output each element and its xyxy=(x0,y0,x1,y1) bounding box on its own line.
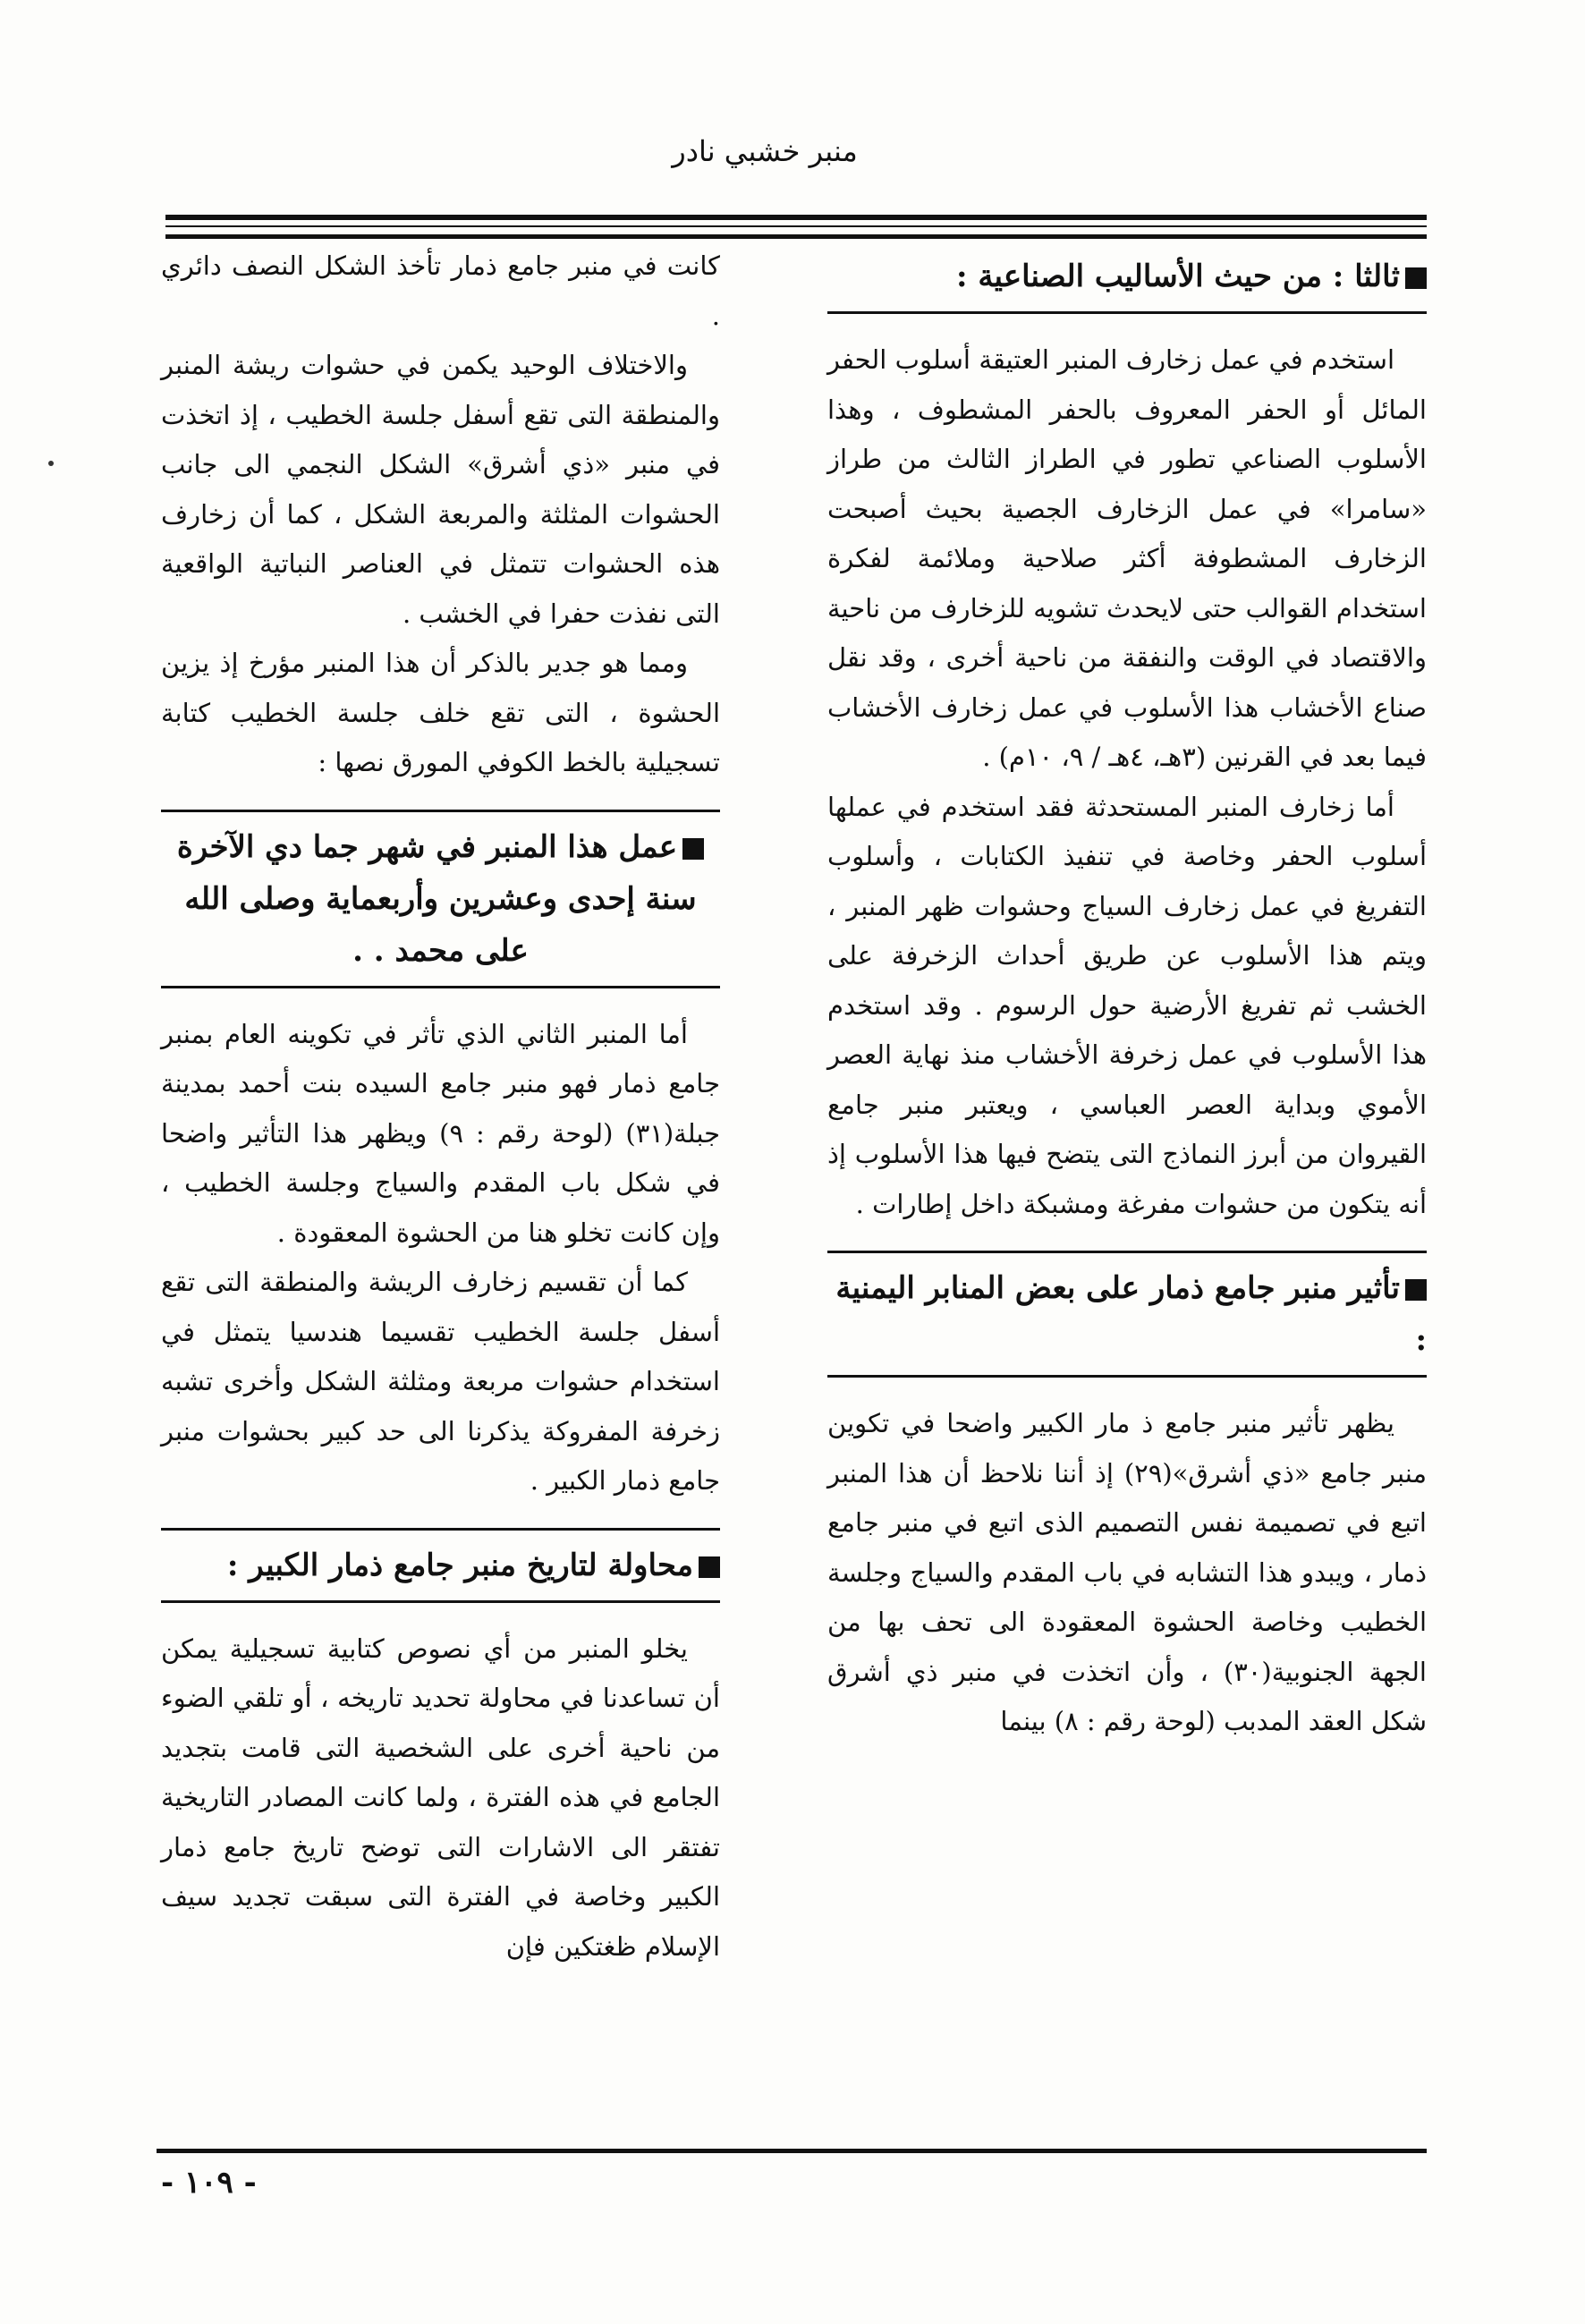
header-rule xyxy=(165,234,1427,239)
section-heading-influence: تأثير منبر جامع ذمار على بعض المنابر اليمنية : xyxy=(827,1251,1427,1378)
left-column xyxy=(161,242,720,1972)
section-heading-techniques: ثالثا : من حيث الأساليب الصناعية : xyxy=(827,242,1427,314)
footer-rule xyxy=(157,2149,1427,2153)
paragraph: أما زخارف المنبر المستحدثة فقد استخدم في عملها أسلوب الحفر وخاصة في تنفيذ الكتابات ، وأسلوب التفريغ في عمل زخارف السياج وحشوات ظهر المنبر ، ويتم هذا الأسلوب عن طريق أحداث الزخرفة على الخشب ثم تفريغ الأرضية حول الرسوم . وقد استخدم هذا الأسلوب في عمل زخرفة الأخشاب منذ نهاية العصر الأموي وبداية العصر العباسي ، ويعتبر منبر جامع القيروان من أبرز النماذج التى يتضح فيها هذا الأسلوب إذ أنه يتكون من حشوات مفرغة ومشبكة داخل إطارات . xyxy=(827,791,1427,1219)
page-number: - ١٠٩ - xyxy=(161,2165,257,2201)
square-bullet-icon xyxy=(1405,267,1427,289)
running-title: منبر خشبي نادر xyxy=(672,134,858,168)
header-rule xyxy=(165,225,1427,227)
paragraph: كما أن تقسيم زخارف الريشة والمنطقة التى تقع أسفل جلسة الخطيب تقسيما هندسيا يتمثل في استخدام حشوات مربعة ومثلثة الشكل وأخرى تشبه زخرفة المفروكة يذكرنا الى حد كبير بحشوات منبر جامع ذمار الكبير . xyxy=(161,1267,720,1496)
paragraph: يظهر تأثير منبر جامع ذ مار الكبير واضحا في تكوين منبر جامع «ذي أشرق»(٢٩) إذ أننا نلاحظ أن هذا المنبر اتبع في تصميمة نفس التصميم الذى اتبع في منبر جامع ذمار ، ويبدو هذا التشابه في باب المقدم والسياج وجلسة الخطيب وخاصة الحشوة المعقودة الى تحف بها من الجهة الجنوبية(٣٠) ، وأن اتخذت في منبر ذي أشرق شكل العقد المدبب (لوحة رقم : ٨) بينما xyxy=(827,1408,1427,1736)
square-bullet-icon xyxy=(1405,1279,1427,1301)
paragraph: استخدم في عمل زخارف المنبر العتيقة أسلوب الحفر المائل أو الحفر المعروف بالحفر المشطوف ، وهذا الأسلوب الصناعي تطور في الطراز الثالث من طراز «سامرا» في عمل الزخارف الجصية بحيث أصبحت الزخارف المشطوفة أكثر صلاحية وملائمة لفكرة استخدام القوالب حتى لايحدث تشويه للزخارف من ناحية والاقتصاد في الوقت والنفقة من ناحية أخرى ، وقد نقل صناع الأخشاب هذا الأسلوب في عمل زخارف الأخشاب فيما بعد في القرنين (٣هـ، ٤هـ / ٩، ١٠م) . xyxy=(827,344,1427,772)
paragraph: يخلو المنبر من أي نصوص كتابية تسجيلية يمكن أن تساعدنا في محاولة تحديد تاريخه ، أو تلقي الضوء من ناحية أخرى على الشخصية التى قامت بتجديد الجامع في هذه الفترة ، ولما كانت المصادر التاريخية تفتقر الى الاشارات التى توضح تاريخ جامع ذمار الكبير وخاصة في الفترة التى سبقت تجديد سيف الإسلام ظغتكين فإن xyxy=(161,1633,720,1962)
paragraph: أما المنبر الثاني الذي تأثر في تكوينه العام بمنبر جامع ذمار فهو منبر جامع السيده بنت أحمد بمدينة جبلة(٣١) (لوحة رقم : ٩) ويظهر هذا التأثير واضحا في شكل باب المقدم والسياج وجلسة الخطيب ، وإن كانت تخلو هنا من الحشوة المعقودة . xyxy=(161,1018,720,1248)
section-heading-dating: محاولة لتاريخ منبر جامع ذمار الكبير : xyxy=(161,1528,720,1603)
right-column xyxy=(827,242,1427,1747)
paragraph: كانت في منبر جامع ذمار تأخذ الشكل النصف دائري . xyxy=(161,250,720,331)
margin-dot xyxy=(48,461,54,466)
square-bullet-icon xyxy=(682,838,704,860)
inscription-box: عمل هذا المنبر في شهر جما دي الآخرة سنة إحدى وعشرين وأربعماية وصلى الله على محمد . . xyxy=(161,810,720,988)
square-bullet-icon xyxy=(699,1556,720,1578)
header-rule xyxy=(165,215,1427,220)
paragraph: والاختلاف الوحيد يكمن في حشوات ريشة المنبر والمنطقة التى تقع أسفل جلسة الخطيب ، إذ اتخذت في منبر «ذي أشرق» الشكل النجمي الى جانب الحشوات المثلثة والمربعة الشكل ، كما أن زخارف هذه الحشوات تتمثل في العناصر النباتية الواقعية التى نفذت حفرا في الخشب . xyxy=(161,350,720,629)
paragraph: ومما هو جدير بالذكر أن هذا المنبر مؤرخ إذ يزين الحشوة ، التى تقع خلف جلسة الخطيب كتابة تسجيلية بالخط الكوفي المورق نصها : xyxy=(161,648,720,777)
